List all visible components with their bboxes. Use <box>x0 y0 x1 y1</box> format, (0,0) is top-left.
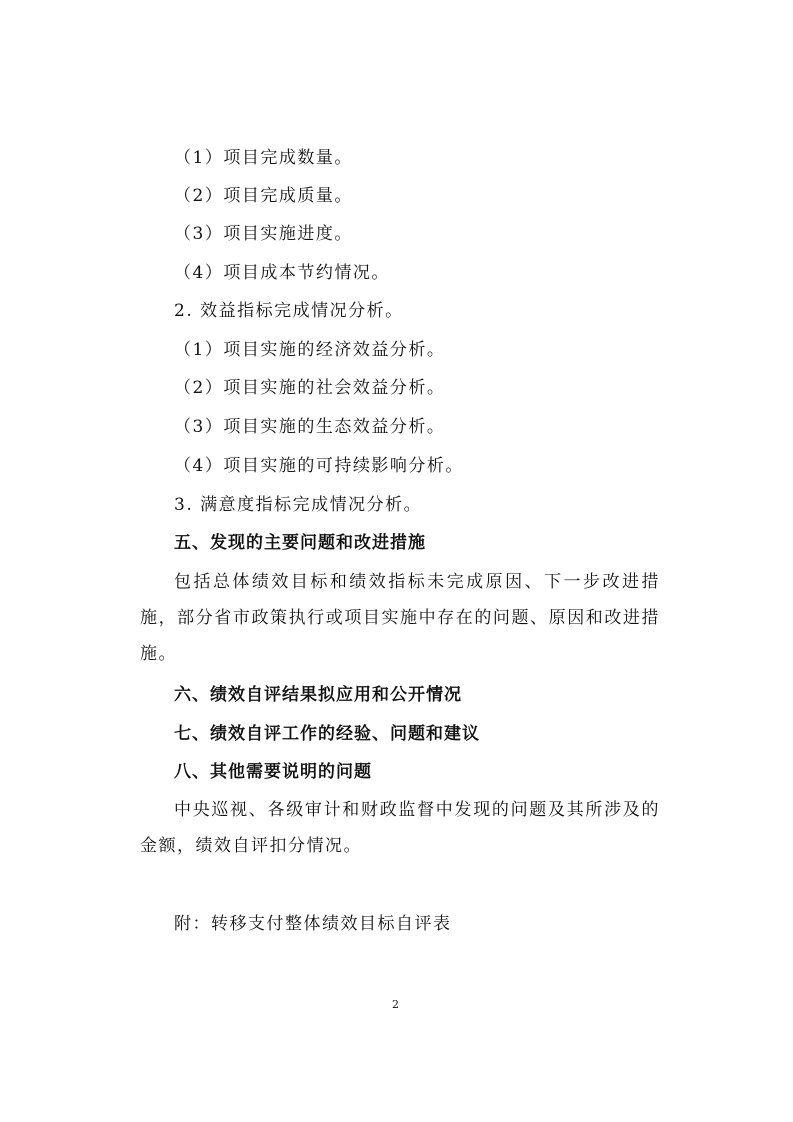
section-8-body: 中央巡视、各级审计和财政监督中发现的问题及其所涉及的金额，绩效自评扣分情况。 <box>140 800 660 856</box>
item-ecological-benefit: （3）项目实施的生态效益分析。 <box>174 417 446 437</box>
item-benefit-indicators: 2. 效益指标完成情况分析。 <box>174 301 404 321</box>
page-number: 2 <box>392 998 399 1011</box>
item-satisfaction-indicators: 3. 满意度指标完成情况分析。 <box>174 495 423 515</box>
section-5-body: 包括总体绩效目标和绩效指标未完成原因、下一步改进措施，部分省市政策执行或项目实施中存在的问题、原因和改进措施。 <box>140 572 660 664</box>
section-7-heading: 七、绩效自评工作的经验、问题和建议 <box>174 724 480 744</box>
item-cost-saving: （4）项目成本节约情况。 <box>174 263 390 283</box>
section-8-heading: 八、其他需要说明的问题 <box>174 762 372 782</box>
item-completion-quantity: （1）项目完成数量。 <box>174 148 353 168</box>
item-social-benefit: （2）项目实施的社会效益分析。 <box>174 378 446 398</box>
item-economic-benefit: （1）项目实施的经济效益分析。 <box>174 340 446 360</box>
attachment-note: 附：转移支付整体绩效目标自评表 <box>174 914 452 934</box>
item-implementation-progress: （3）项目实施进度。 <box>174 224 353 244</box>
item-sustainable-impact: （4）项目实施的可持续影响分析。 <box>174 456 464 476</box>
section-5-heading: 五、发现的主要问题和改进措施 <box>174 533 426 553</box>
section-6-heading: 六、绩效自评结果拟应用和公开情况 <box>174 685 462 705</box>
item-completion-quality: （2）项目完成质量。 <box>174 186 353 206</box>
